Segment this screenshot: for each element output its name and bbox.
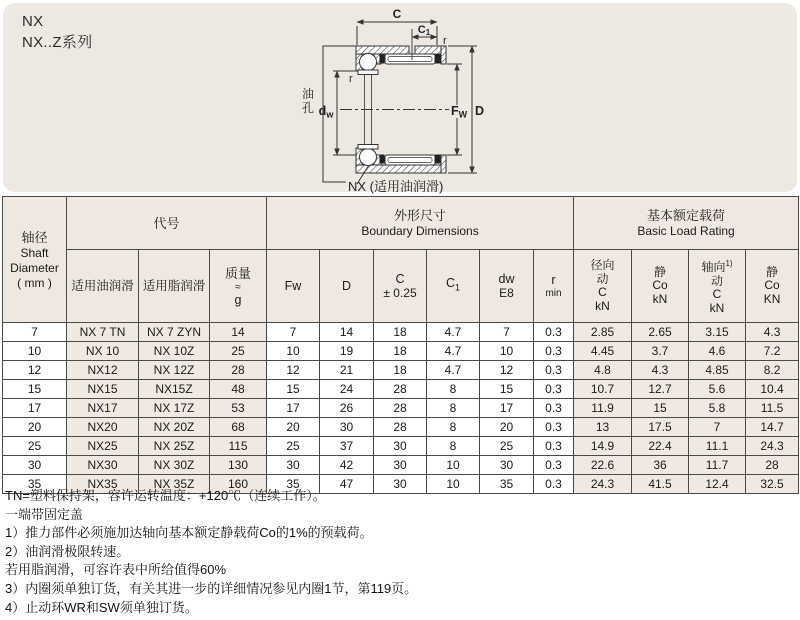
table-cell: 0.3 — [534, 475, 574, 494]
table-cell: 28 — [374, 380, 427, 399]
table-cell: 68 — [210, 418, 267, 437]
table-cell: 30 — [374, 475, 427, 494]
series-name-line1: NX — [22, 13, 44, 30]
table-cell: 15 — [267, 380, 320, 399]
table-cell: 160 — [210, 475, 267, 494]
table-cell: 4.7 — [427, 323, 480, 342]
table-cell: 3.7 — [632, 342, 689, 361]
col-header-axial-dynamic: 轴向$^{1)}$ 动 C kN — [689, 250, 746, 323]
table-cell: 5.6 — [689, 380, 746, 399]
drawing-caption: NX (适用油润滑) — [348, 179, 444, 194]
table-cell: 4.45 — [574, 342, 632, 361]
table-cell: 15 — [3, 380, 67, 399]
table-cell: 18 — [374, 342, 427, 361]
table-row — [3, 399, 799, 418]
table-cell: 8.2 — [746, 361, 799, 380]
table-cell: 4.85 — [689, 361, 746, 380]
dim-label-c: C — [392, 7, 402, 21]
table-cell: 17 — [480, 399, 534, 418]
table-cell: 4.3 — [746, 323, 799, 342]
table-cell: NX35 — [67, 475, 139, 494]
table-cell: 18 — [374, 323, 427, 342]
group-header-boundary-dimensions: 外形尺寸 Boundary Dimensions — [267, 197, 574, 250]
table-cell: NX 7 TN — [67, 323, 139, 342]
table-row — [3, 361, 799, 380]
dim-label-r-right: r — [443, 35, 447, 47]
col-header-c1: $C_1$ — [427, 250, 480, 323]
table-cell: 7 — [3, 323, 67, 342]
needle-cage-top — [385, 54, 435, 64]
table-cell: 5.8 — [689, 399, 746, 418]
table-cell: 17.5 — [632, 418, 689, 437]
table-row — [3, 342, 799, 361]
dim-label-dw: $d_w$ — [318, 104, 334, 120]
table-row — [3, 437, 799, 456]
table-cell: 30 — [267, 456, 320, 475]
table-cell: 28 — [746, 456, 799, 475]
table-cell: 12 — [3, 361, 67, 380]
table-row — [3, 456, 799, 475]
table-cell: 0.3 — [534, 361, 574, 380]
table-cell: NX 25Z — [139, 437, 210, 456]
col-header-oil-lubrication: 适用油润滑 — [67, 250, 139, 323]
table-cell: NX 20Z — [139, 418, 210, 437]
table-cell: 53 — [210, 399, 267, 418]
footnote-line: TN=塑料保持架，容许运转温度：+120℃（连续工作）。 — [5, 488, 326, 503]
footnote-line: 2）油润滑极限转速。 — [5, 543, 130, 559]
table-cell: NX 35Z — [139, 475, 210, 494]
table-cell: 13 — [574, 418, 632, 437]
oil-hole-label: 油孔 — [301, 87, 315, 115]
col-header-axial-static: 静 Co KN — [746, 250, 799, 323]
table-cell: 130 — [210, 456, 267, 475]
table-cell: 14.7 — [746, 418, 799, 437]
table-cell: 11.5 — [746, 399, 799, 418]
table-cell: NX30 — [67, 456, 139, 475]
table-cell: 28 — [210, 361, 267, 380]
table-cell: 17 — [267, 399, 320, 418]
table-row — [3, 418, 799, 437]
table-cell: 10 — [3, 342, 67, 361]
table-cell: 0.3 — [534, 399, 574, 418]
table-cell: NX17 — [67, 399, 139, 418]
footnote-line: 一端带固定盖 — [5, 506, 84, 522]
table-cell: 12 — [267, 361, 320, 380]
table-cell: 30 — [374, 456, 427, 475]
table-cell: 25 — [480, 437, 534, 456]
table-row — [3, 380, 799, 399]
table-cell: 25 — [3, 437, 67, 456]
table-cell: 20 — [3, 418, 67, 437]
table-cell: 20 — [480, 418, 534, 437]
table-cell: 10.7 — [574, 380, 632, 399]
table-cell: 12 — [480, 361, 534, 380]
table-row — [3, 323, 799, 342]
table-cell: 30 — [480, 456, 534, 475]
table-cell: 10 — [480, 342, 534, 361]
table-cell: 7 — [480, 323, 534, 342]
table-cell: 26 — [320, 399, 374, 418]
table-cell: 7 — [689, 418, 746, 437]
dim-label-r-left: r — [349, 73, 353, 85]
col-header-radial-dynamic: 径向 动 C kN — [574, 250, 632, 323]
series-name-line2: NX..Z系列 — [22, 34, 93, 51]
col-header-radial-static: 静 Co kN — [632, 250, 689, 323]
table-cell: 14 — [320, 323, 374, 342]
table-cell: 24.3 — [746, 437, 799, 456]
ball-bottom — [360, 149, 377, 166]
table-cell: 20 — [267, 418, 320, 437]
table-cell: 0.3 — [534, 380, 574, 399]
footnote-line: 1）推力部件必须施加达轴向基本额定静载荷Co的1%的预载荷。 — [5, 525, 373, 541]
table-cell: 0.3 — [534, 456, 574, 475]
table-cell: NX 7 ZYN — [139, 323, 210, 342]
table-cell: NX15Z — [139, 380, 210, 399]
table-cell: 4.7 — [427, 361, 480, 380]
col-header-grease-lubrication: 适用脂润滑 — [139, 250, 210, 323]
table-cell: 24 — [320, 380, 374, 399]
page-title — [22, 11, 92, 53]
table-cell: 35 — [480, 475, 534, 494]
table-cell: 8 — [427, 437, 480, 456]
table-cell: 25 — [210, 342, 267, 361]
table-cell: 10 — [427, 475, 480, 494]
table-cell: 0.3 — [534, 437, 574, 456]
bearing-geometry — [340, 29, 460, 173]
table-cell: 0.3 — [534, 342, 574, 361]
table-cell: 11.1 — [689, 437, 746, 456]
table-cell: 48 — [210, 380, 267, 399]
table-cell: 28 — [374, 399, 427, 418]
table-cell: 2.85 — [574, 323, 632, 342]
table-cell: NX 30Z — [139, 456, 210, 475]
table-cell: 25 — [267, 437, 320, 456]
col-header-r-min: r min — [534, 250, 574, 323]
table-cell: 30 — [374, 437, 427, 456]
table-cell: 8 — [427, 380, 480, 399]
table-cell: NX 10 — [67, 342, 139, 361]
table-cell: NX20 — [67, 418, 139, 437]
table-cell: 41.5 — [632, 475, 689, 494]
table-cell: 0.3 — [534, 418, 574, 437]
table-cell: 0.3 — [534, 323, 574, 342]
footnote-line: 3）内圈须单独订货，有关其进一步的详细情况参见内圈1节，第119页。 — [5, 580, 418, 596]
table-cell: 14.9 — [574, 437, 632, 456]
col-header-dw: dw E8 — [480, 250, 534, 323]
table-cell: 28 — [374, 418, 427, 437]
table-cell: 8 — [427, 418, 480, 437]
col-header-c: C ± 0.25 — [374, 250, 427, 323]
table-cell: 7.2 — [746, 342, 799, 361]
footnote-line: 若用脂润滑，可容许表中所给值得60% — [5, 562, 227, 578]
col-header-shaft-diameter: 轴径 Shaft Diameter ( mm ) — [3, 197, 67, 323]
table-cell: 36 — [632, 456, 689, 475]
table-cell: 19 — [320, 342, 374, 361]
table-cell: 4.8 — [574, 361, 632, 380]
table-cell: NX15 — [67, 380, 139, 399]
table-cell: 2.65 — [632, 323, 689, 342]
table-cell: 30 — [3, 456, 67, 475]
footnotes — [5, 487, 795, 617]
table-cell: 42 — [320, 456, 374, 475]
col-header-d: D — [320, 250, 374, 323]
table-cell: NX25 — [67, 437, 139, 456]
table-cell: 4.7 — [427, 342, 480, 361]
table-cell: 11.9 — [574, 399, 632, 418]
table-body — [3, 323, 799, 494]
table-cell: 4.6 — [689, 342, 746, 361]
group-header-designation: 代号 — [67, 197, 267, 250]
table-cell: NX12 — [67, 361, 139, 380]
group-header-basic-load-rating: 基本额定载荷 Basic Load Rating — [574, 197, 799, 250]
table-cell: 12.4 — [689, 475, 746, 494]
table-cell: 37 — [320, 437, 374, 456]
table-cell: NX 12Z — [139, 361, 210, 380]
dim-label-c1: C1 — [417, 24, 431, 37]
table-cell: 35 — [3, 475, 67, 494]
table-cell: 15 — [480, 380, 534, 399]
table-cell: 14 — [210, 323, 267, 342]
table-cell: 4.3 — [632, 361, 689, 380]
table-cell: 32.5 — [746, 475, 799, 494]
table-cell: 22.4 — [632, 437, 689, 456]
footnote-line: 4）止动环WR和SW须单独订货。 — [5, 599, 198, 615]
bearing-spec-table — [2, 196, 799, 494]
table-cell: 21 — [320, 361, 374, 380]
ball-top — [360, 54, 377, 71]
dim-label-fw: $F_W$ — [451, 104, 468, 120]
table-cell: 18 — [374, 361, 427, 380]
table-cell: 10 — [427, 456, 480, 475]
needle-cage-bottom — [385, 155, 435, 165]
table-cell: 12.7 — [632, 380, 689, 399]
table-cell: 7 — [267, 323, 320, 342]
table-cell: 115 — [210, 437, 267, 456]
table-cell: NX 10Z — [139, 342, 210, 361]
table-cell: 17 — [3, 399, 67, 418]
table-cell: 15 — [632, 399, 689, 418]
table-cell: 3.15 — [689, 323, 746, 342]
table-cell: NX 17Z — [139, 399, 210, 418]
table-cell: 11.7 — [689, 456, 746, 475]
col-header-mass: 质量 ≈ g — [210, 250, 267, 323]
table-cell: 10 — [267, 342, 320, 361]
table-cell: 10.4 — [746, 380, 799, 399]
table-cell: 8 — [427, 399, 480, 418]
bearing-cross-section-drawing — [278, 3, 558, 194]
col-header-fw: Fw — [267, 250, 320, 323]
table-cell: 22.6 — [574, 456, 632, 475]
dim-label-d: D — [475, 104, 485, 118]
table-cell: 24.3 — [574, 475, 632, 494]
table-cell: 47 — [320, 475, 374, 494]
table-cell: 30 — [320, 418, 374, 437]
table-cell: 35 — [267, 475, 320, 494]
